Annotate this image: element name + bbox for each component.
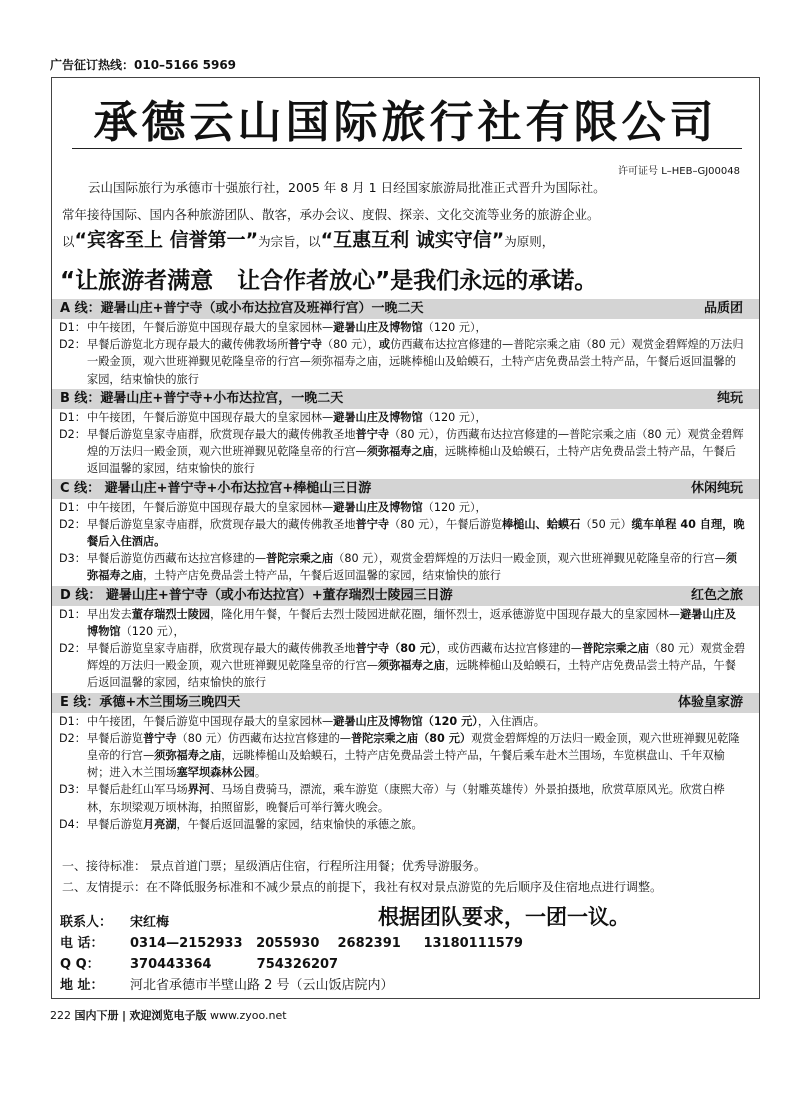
license-number: 许可证号 L–HEB–GJ00048: [618, 166, 740, 177]
day-item: [52, 319, 759, 336]
footer-site-text: 欢迎浏览电子版: [129, 1009, 207, 1022]
day-text: 中午接团，午餐后游览中国现存最大的皇家园林—避暑山庄及博物馆（120 元），: [87, 321, 487, 334]
day-label: D4：: [59, 817, 86, 831]
title-divider: [72, 148, 742, 149]
route-list: [52, 298, 759, 833]
volume-label: 国内下册: [74, 1009, 119, 1022]
day-text: 早餐后游览月亮湖，午餐后返回温馨的家园，结束愉快的承德之旅。: [87, 817, 423, 831]
route-title: B 线：避暑山庄+普宁寺+小布达拉宫，一晚二天: [60, 390, 344, 406]
day-text: 早餐后赴红山军马场界河、马场自费骑马，漂流，乘车游览（康熙大帝）与（射雕英雄传）外景拍摄地，欣赏草原风光。欣赏白桦林，东坝梁观万顷林海，拍照留影，晚餐后可举行篝火晚会。: [87, 783, 725, 814]
day-label: D3：: [59, 552, 86, 566]
day-item: [52, 336, 759, 388]
day-text: 早餐后游览皇家寺庙群，欣赏现存最大的藏传佛教圣地普宁寺（80 元），午餐后游览棒槌山、蛤蟆石（50 元）缆车单程 40 自理，晚餐后入住酒店。: [87, 517, 745, 549]
contact-value: 宋红梅: [130, 915, 170, 930]
day-label: D2：: [59, 731, 86, 745]
day-item: [52, 550, 759, 584]
day-label: D1：: [59, 500, 86, 514]
day-label: D2：: [59, 642, 86, 656]
contact-address: [60, 975, 523, 996]
contact-key: Q Q：: [60, 957, 100, 972]
contact-qq: [60, 954, 523, 975]
day-label: D1：: [59, 607, 86, 621]
day-item: [52, 730, 759, 782]
footer-separator: |: [122, 1009, 127, 1022]
route-title: A 线：避暑山庄+普宁寺（或小布达拉宫及班禅行宫）一晚二天: [60, 301, 424, 316]
day-item: [52, 713, 759, 730]
day-item: [52, 409, 759, 426]
day-label: D2：: [59, 517, 86, 531]
contact-key: 地 址：: [60, 978, 104, 993]
day-text: 早餐后游览普宁寺（80 元）仿西藏布达拉宫修建的—普陀宗乘之庙（80 元）观赏金碧辉煌的万法归一殿金顶，观六世班禅觐见乾隆皇帝的行宫—须弥福寿之庙，远眺棒槌山及蛤蟆石，土特产店免费品尝土特产品，午餐后乘车赴木兰围场，车览棋盘山、千年双榆树；进入木兰围场塞罕坝森林公园。: [87, 731, 740, 780]
route-a-header: [52, 299, 759, 319]
contact-person: [60, 912, 523, 933]
contact-value: 370443364 754326207: [130, 957, 339, 972]
contact-block: [60, 912, 523, 996]
day-label: D1：: [59, 410, 86, 424]
day-text: 中午接团，午餐后游览中国现存最大的皇家园林—避暑山庄及博物馆（120 元），: [87, 410, 487, 424]
day-text: 中午接团，午餐后游览中国现存最大的皇家园林—避暑山庄及博物馆（120 元），入住酒店。: [87, 714, 545, 728]
intro-text: 以: [62, 234, 75, 249]
day-text: 早餐后游览仿西藏布达拉宫修建的—普陀宗乘之庙（80 元），观赏金碧辉煌的万法归一殿金顶，观六世班禅觐见乾隆皇帝的行宫—须弥福寿之庙，土特产店免费品尝土特产品，午餐后返回温馨的家园，结束愉快的旅行: [87, 552, 737, 583]
route-title: D 线： 避暑山庄+普宁寺（或小布达拉宫）+董存瑞烈士陵园三日游: [60, 587, 453, 603]
day-item: [52, 499, 759, 516]
motto-1: “宾客至上 信誉第一”: [74, 229, 259, 251]
contact-value: 0314—2152933 2055930 2682391 13180111579: [130, 936, 523, 951]
intro-line-1: 云山国际旅行为承德市十强旅行社，2005 年 8 月 1 日经国家旅游局批准正式晋升为国际社。: [88, 180, 606, 195]
footer-url: www.zyoo.net: [210, 1009, 287, 1022]
day-item: [52, 640, 759, 692]
day-label: D2：: [59, 428, 86, 442]
contact-key: 联系人：: [60, 915, 113, 930]
intro-line-2: 常年接待国际、国内各种旅游团队、散客，承办会议、度假、探亲、文化交流等业务的旅游企业。: [62, 207, 600, 222]
company-name: 承德云山国际旅行社有限公司: [93, 97, 718, 148]
route-tag: 休闲纯玩: [690, 480, 743, 496]
day-item: [52, 426, 759, 478]
day-text: 中午接团，午餐后游览中国现存最大的皇家园林—避暑山庄及博物馆（120 元），: [87, 500, 487, 514]
intro-line-3: [62, 230, 752, 252]
route-tag: 体验皇家游: [677, 694, 743, 710]
intro-text: 为宗旨，以: [258, 234, 321, 249]
route-tag: 品质团: [703, 301, 743, 316]
day-text: 早出发去董存瑞烈士陵园，隆化用午餐，午餐后去烈士陵园进献花圈，缅怀烈士，返承德游览中国现存最大的皇家园林—避暑山庄及博物馆（120 元），: [87, 607, 736, 638]
contact-key: 电 话：: [60, 936, 104, 951]
route-b-header: [52, 389, 759, 409]
contact-value: 河北省承德市半壁山路 2 号（云山饭店院内）: [130, 978, 394, 993]
route-title: E 线：承德+木兰围场三晚四天: [60, 694, 241, 710]
page-footer: [50, 1007, 287, 1023]
intro-text: 为原则，: [504, 234, 555, 249]
motto-2: “互惠互利 诚实守信”: [320, 229, 505, 251]
route-d-header: [52, 586, 759, 606]
notes: [62, 856, 752, 898]
contact-phone: [60, 933, 523, 954]
custom-slogan: 根据团队要求，一团一议。: [378, 904, 630, 929]
page-number: 222: [50, 1009, 71, 1022]
day-label: D3：: [59, 783, 86, 797]
day-item: [52, 816, 759, 833]
day-text: 早餐后游览皇家寺庙群，欣赏现存最大的藏传佛教圣地普宁寺（80 元），仿西藏布达拉宫修建的—普陀宗乘之庙（80 元）观赏金碧辉煌的万法归一殿金顶，观六世班禅觐见乾隆皇帝的行宫—须弥福寿之庙，远眺棒槌山及蛤蟆石，土特产店免费品尝土特产品，午餐后返回温馨的家园，结束愉快的旅行: [87, 428, 744, 476]
day-item: [52, 781, 759, 815]
day-text: 早餐后游览皇家寺庙群，欣赏现存最大的藏传佛教圣地普宁寺（80 元），或仿西藏布达拉宫修建的—普陀宗乘之庙（80 元）观赏金碧辉煌的万法归一殿金顶，观六世班禅觐见乾隆皇帝的行宫—须弥福寿之庙，远眺棒槌山及蛤蟆石，土特产店免费品尝土特产品，午餐后返回温馨的家园，结束愉快的旅行: [87, 642, 746, 690]
route-tag: 纯玩: [716, 390, 743, 406]
promise-part: 让合作者放心”: [237, 268, 391, 294]
day-label: D1：: [59, 321, 86, 334]
day-label: D1：: [59, 714, 86, 728]
promise-part: 是我们永远的承诺。: [390, 268, 598, 294]
day-item: [52, 516, 759, 550]
route-e-header: [52, 693, 759, 713]
route-tag: 红色之旅: [690, 587, 743, 603]
promise-part: “让旅游者满意: [60, 268, 214, 294]
promise-slogan: [60, 262, 760, 295]
ad-hotline: 广告征订热线：010–5166 5969: [50, 58, 237, 72]
day-item: [52, 606, 759, 640]
note-reception-standard: 一、接待标准： 景点首道门票；星级酒店住宿，行程所注用餐；优秀导游服务。: [62, 859, 486, 873]
day-label: D2：: [59, 338, 86, 352]
route-title: C 线： 避暑山庄+普宁寺+小布达拉宫+棒槌山三日游: [60, 480, 372, 496]
day-text: 早餐后游览北方现存最大的藏传佛教场所普宁寺（80 元），或仿西藏布达拉宫修建的—普陀宗乘之庙（80 元）观赏金碧辉煌的万法归一殿金顶，观六世班禅觐见乾隆皇帝的行宫—须弥福寿之庙，远眺棒槌山及蛤蟆石，土特产店免费品尝土特产品，午餐后返回温馨的家园，结束愉快的旅行: [87, 338, 744, 386]
route-c-header: [52, 479, 759, 499]
note-friendly-tip: 二、友情提示：在不降低服务标准和不减少景点的前提下，我社有权对景点游览的先后顺序及住宿地点进行调整。: [62, 880, 663, 894]
